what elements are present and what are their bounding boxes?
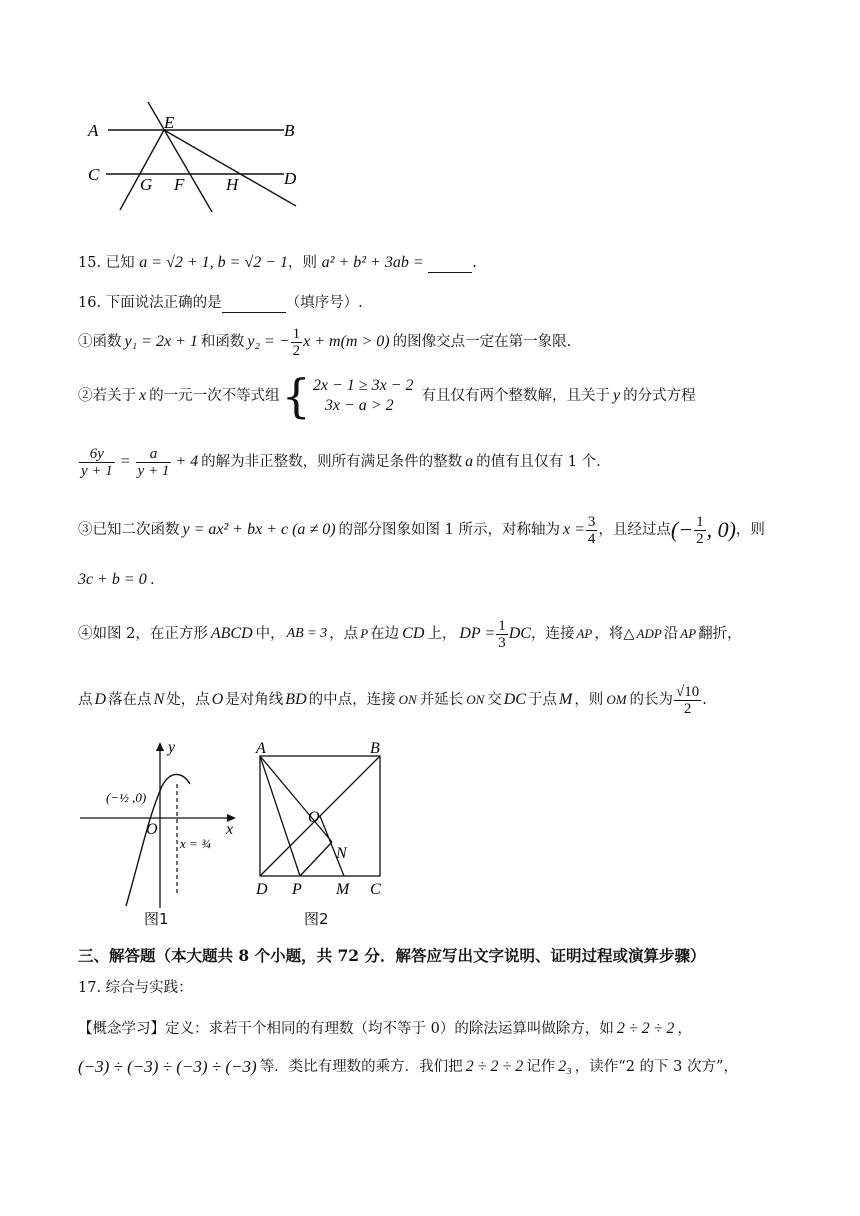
q15-condition: a = √2 + 1, b = √2 − 1: [139, 254, 289, 271]
s4-middle-5: ，连接: [530, 626, 575, 642]
s4-l2-h: 于点: [527, 692, 557, 708]
frac-den: y + 1: [81, 462, 113, 479]
s1-middle: 和函数: [200, 334, 245, 350]
q17-comma: ，: [677, 1021, 692, 1037]
s4-middle-2: ，点: [329, 626, 359, 642]
s4-om: OM: [606, 692, 627, 707]
figure-1-caption: 图1: [144, 910, 169, 928]
symmetry-label: x = ¾: [180, 836, 211, 851]
label-b: B: [284, 121, 295, 140]
s4-point-d: D: [94, 691, 107, 708]
q17-paragraph-line-1: [78, 1014, 692, 1044]
frac-den: 2: [683, 700, 692, 717]
s4-middle-4: 上，: [427, 626, 457, 642]
statement-2-line-1: [78, 370, 696, 422]
s2-equals: =: [119, 453, 131, 470]
q16-stem-text: 下面说法正确的是: [105, 295, 222, 311]
s2-plus-four: + 4: [175, 453, 199, 470]
statement-3-line-2: [78, 570, 155, 590]
s1-function-2-pre: y₂ = −: [247, 333, 290, 350]
frac-num: 3: [587, 513, 596, 530]
s2-var-a: a: [465, 453, 474, 470]
line-eg: [120, 130, 164, 210]
frac-den: 2: [696, 530, 704, 547]
label-g: G: [140, 175, 153, 194]
s1-half-fraction: [291, 326, 303, 359]
s4-l2-a: 点: [78, 692, 93, 708]
s4-third-fraction: [496, 618, 508, 651]
frac-den: y + 1: [137, 462, 170, 479]
s2-var-y: y: [612, 387, 621, 404]
line-eh: [164, 130, 296, 206]
s4-side-cd: CD: [402, 625, 425, 642]
label-d: D: [256, 881, 268, 898]
figure-2-square: [248, 740, 396, 900]
s4-l2-e: 的中点，连接: [308, 692, 396, 708]
q15-number: 15.: [78, 255, 102, 271]
s3-point-fraction: [694, 514, 706, 547]
q17-paragraph-line-2: [78, 1052, 738, 1082]
frac-den: 4: [587, 530, 596, 547]
s2-end-pre: 的解为非正整数，则所有满足条件的整数: [201, 454, 463, 470]
s4-point-n: N: [153, 691, 165, 708]
figure-2-caption: 图2: [304, 910, 329, 928]
question-17-title: [78, 978, 193, 998]
label-m: M: [336, 881, 350, 898]
s3-axis-pre: x =: [562, 521, 585, 538]
s2-prefix: ②若关于: [78, 388, 136, 404]
s4-end: .: [702, 692, 707, 708]
s2-post-2: 的分式方程: [623, 388, 696, 404]
statement-4-line-2: [78, 678, 707, 722]
s4-adp: ADP: [636, 626, 662, 641]
s1-end: 的图像交点一定在第一象限.: [392, 334, 572, 350]
s4-middle-3: 在边: [370, 626, 400, 642]
s4-l2-i: ，则: [574, 692, 604, 708]
frac-num: 6y: [79, 446, 115, 463]
q17-text-b: 记作: [526, 1059, 556, 1075]
statement-2-line-2: [78, 440, 601, 484]
s3-point-pre: (−: [670, 517, 694, 542]
label-d: D: [284, 169, 297, 188]
s1-prefix: ①函数: [78, 334, 122, 350]
s4-diagonal-bd: BD: [285, 691, 307, 708]
segment-an: [260, 756, 332, 842]
s2-var-x: x: [139, 387, 147, 404]
s4-end-1: 翻折，: [698, 626, 742, 642]
frac-num: 1: [696, 513, 704, 530]
statement-3-line-1: [78, 508, 765, 552]
s3-point-post: , 0): [706, 517, 736, 542]
q15-given: 已知: [105, 255, 135, 271]
s4-ab-length: AB = 3: [286, 626, 328, 641]
parallel-lines-figure: [84, 96, 314, 216]
q17-example-3: 2 ÷ 2 ÷ 2: [465, 1058, 524, 1075]
label-a: A: [88, 121, 99, 140]
q15-expression: a² + b² + 3ab =: [321, 254, 424, 271]
label-e: E: [164, 113, 175, 132]
s4-point-m: M: [558, 691, 573, 708]
segment-pn: [300, 842, 332, 876]
label-c: C: [88, 165, 100, 184]
s4-l2-f: 并延长: [419, 692, 464, 708]
s2-post: 有且仅有两个整数解，且关于: [421, 388, 610, 404]
y-axis-arrow: [156, 742, 164, 751]
q16-stem-tail: （填序号）.: [285, 295, 363, 311]
s4-prefix: ④如图 2，在正方形: [78, 626, 208, 642]
line-ef: [148, 102, 212, 212]
label-p: P: [292, 881, 302, 898]
s4-dc: DC: [508, 625, 531, 642]
s1-function-2-post: x + m(m > 0): [303, 333, 390, 350]
question-16-stem: [78, 292, 363, 313]
label-h: H: [226, 175, 239, 194]
q17-title-text: 综合与实践：: [105, 980, 193, 996]
y-axis-label: y: [168, 739, 176, 756]
s4-square: ABCD: [210, 625, 253, 642]
s4-dp: DP =: [459, 625, 496, 642]
s4-l2-b: 落在点: [108, 692, 152, 708]
s4-answer-fraction: [674, 684, 701, 717]
s2-middle: 的一元一次不等式组: [149, 388, 280, 404]
s4-middle-7: 沿: [663, 626, 679, 642]
s4-l2-d: 是对角线: [225, 692, 284, 708]
s2-inequality-system: [313, 376, 414, 416]
s4-on: ON: [398, 692, 417, 707]
q17-example-2: (−3) ÷ (−3) ÷ (−3) ÷ (−3): [78, 1057, 257, 1076]
frac-num: 1: [498, 617, 506, 634]
q17-example-4: 2₃: [558, 1058, 572, 1075]
s4-ap-2: AP: [680, 626, 697, 641]
frac-num: √10: [676, 683, 700, 700]
label-n: N: [336, 845, 347, 862]
label-b: B: [370, 740, 380, 757]
s3-axis-fraction: [586, 514, 598, 547]
q17-concept-text: 【概念学习】定义：求若干个相同的有理数（均不等于 0）的除法运算叫做除方，如: [78, 1021, 614, 1037]
label-a: A: [256, 740, 266, 757]
segment-ap: [260, 756, 300, 876]
s4-point-o: O: [211, 691, 224, 708]
s3-prefix: ③已知二次函数: [78, 522, 180, 538]
q17-text-c: ，读作“2 的下 3 次方”，: [574, 1059, 738, 1075]
statement-4-line-1: [78, 612, 742, 656]
q15-answer-blank: [428, 252, 472, 273]
s3-middle: 的部分图象如图 1 所示，对称轴为: [338, 522, 560, 538]
question-15: [78, 252, 477, 273]
origin-label: O: [146, 821, 158, 838]
s3-then: ，则: [735, 522, 765, 538]
s2-brace: {: [281, 369, 311, 423]
q16-answer-blank: [222, 292, 286, 313]
statement-1: [78, 322, 571, 362]
s2-inequality-1: 2x − 1 ≥ 3x − 2: [312, 377, 414, 394]
s4-l2-j: 的长为: [629, 692, 674, 708]
q15-end: .: [472, 255, 477, 271]
s4-l2-c: 处，点: [166, 692, 210, 708]
s4-ap: AP: [576, 626, 593, 641]
s4-dc-2: DC: [503, 691, 526, 708]
s2-end: 的值有且仅有 1 个.: [476, 454, 601, 470]
frac-num: a: [136, 446, 172, 463]
label-o: O: [308, 809, 320, 826]
frac-num: 1: [292, 325, 301, 342]
frac-den: 3: [498, 634, 506, 651]
s3-result: 3c + b = 0 .: [78, 571, 155, 588]
s2-fraction-1: [79, 446, 115, 479]
point-label: (−½ ,0): [106, 790, 147, 805]
s2-fraction-2: [136, 446, 172, 479]
s1-function-1: y₁ = 2x + 1: [124, 333, 198, 350]
frac-den: 2: [292, 342, 301, 359]
s4-on-2: ON: [466, 692, 485, 707]
q17-number: 17.: [78, 980, 102, 996]
q16-number: 16.: [78, 295, 102, 311]
label-f: F: [174, 175, 185, 194]
section-3-heading: 三、解答题（本大题共 8 个小题，共 72 分．解答应写出文字说明、证明过程或演算步骤）: [78, 946, 706, 965]
label-c: C: [370, 881, 381, 898]
s3-middle-2: ，且经过点: [598, 522, 671, 538]
s4-middle: 中，: [255, 626, 285, 642]
q17-example-1: 2 ÷ 2 ÷ 2: [616, 1020, 675, 1037]
s3-function: y = ax² + bx + c (a ≠ 0): [182, 521, 336, 538]
s4-middle-6: ，将△: [594, 626, 635, 642]
figure-1-parabola: [76, 738, 246, 930]
s2-inequality-2: 3x − a > 2: [324, 397, 394, 414]
s4-point-p: P: [360, 626, 369, 641]
q15-then: ，则: [288, 255, 318, 271]
s4-l2-g: 交: [487, 692, 502, 708]
x-axis-label: x: [226, 821, 234, 838]
q17-text-a: 等．类比有理数的乘方．我们把: [259, 1059, 463, 1075]
